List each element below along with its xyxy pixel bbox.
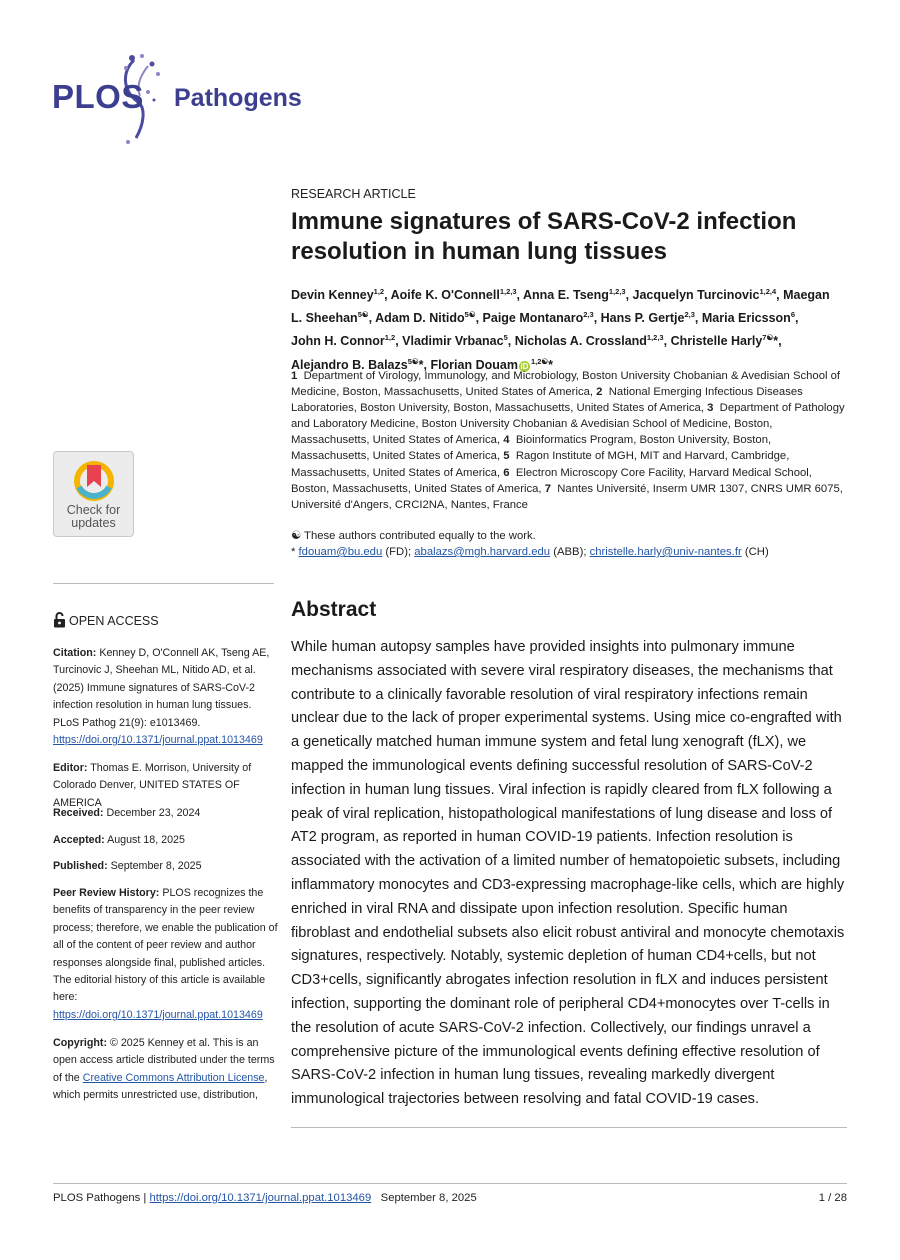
- author-name: Nicholas A. Crossland: [514, 334, 647, 349]
- author-entry: [702, 311, 799, 325]
- author-separator: ,: [694, 311, 702, 326]
- author-separator: ,: [776, 288, 784, 303]
- page-number: 1 / 28: [818, 1192, 847, 1204]
- affiliation-text: Electron Microscopy Core Facility, Harvard Medical School, Boston, Massachusetts, United States of America,: [291, 466, 812, 495]
- footer-date: September 8, 2025: [380, 1192, 477, 1204]
- author-name: John H. Connor: [291, 334, 385, 349]
- author-entry: [483, 311, 601, 325]
- corresp-who-3: (CH): [741, 546, 769, 558]
- author-affiliation-marker: 1,2,3: [499, 287, 517, 296]
- corresp-star: *: [291, 546, 299, 558]
- author-affiliation-marker: 5☯: [357, 310, 369, 320]
- affiliation-number: 6: [503, 466, 510, 479]
- license-link[interactable]: Creative Commons Attribution License: [82, 1071, 265, 1084]
- author-affiliation-marker: 1,2,4: [759, 287, 777, 296]
- received-block: [53, 805, 278, 822]
- abstract-divider: [291, 1127, 847, 1128]
- copyright-text: © 2025 Kenney et al. This is an open access article distributed under the terms of the: [53, 1037, 275, 1084]
- author-affiliation-marker: 5☯: [407, 356, 419, 366]
- author-affiliation-marker: 1,2: [384, 333, 396, 343]
- affiliation-number: 5: [503, 450, 510, 463]
- author-affiliation-marker: 5: [503, 333, 508, 343]
- logo-journal-name: Pathogens: [174, 84, 302, 112]
- author-notes: [291, 528, 851, 560]
- open-lock-icon: [53, 612, 66, 628]
- author-entry: [515, 334, 671, 348]
- copyright-text-end: , which permits unrestricted use, distribution,: [53, 1071, 268, 1102]
- author-entry: [402, 334, 515, 348]
- affiliation-text: Nantes Université, Inserm UMR 1307, CNRS UMR 6075, Université d'Angers, CRCI2NA, Nantes, France: [291, 482, 843, 511]
- author-name: Devin Kenney: [291, 288, 374, 303]
- affiliation-text: National Emerging Infectious Diseases Laboratories, Boston University, Boston, Massachusetts, United States of America,: [291, 386, 803, 415]
- article-type: RESEARCH ARTICLE: [291, 187, 416, 201]
- badge-line-1: Check for: [66, 503, 121, 517]
- open-access-label: [53, 612, 159, 628]
- footer-journal: PLOS Pathogens |: [53, 1192, 150, 1204]
- author-separator: ,: [423, 357, 431, 372]
- author-separator: ,: [368, 311, 376, 326]
- page-footer: [53, 1192, 477, 1204]
- equal-contribution-note: ☯ These authors contributed equally to the work.: [291, 530, 536, 542]
- author-separator: ,: [516, 288, 523, 303]
- corresponding-author-marker: *: [773, 334, 779, 349]
- received-label: Received:: [53, 807, 104, 819]
- check-updates-icon: [73, 460, 115, 502]
- accepted-block: [53, 832, 278, 849]
- author-separator: ,: [663, 334, 671, 349]
- author-affiliation-marker: 2,3: [583, 310, 594, 320]
- peer-review-text: PLOS recognizes the benefits of transparency in the peer review process; therefore, we enable the publication of all of the content of peer review and author responses alongside final, published articles. The editorial history of this article is available here:: [53, 887, 278, 1004]
- author-name: Maegan L. Sheehan: [291, 288, 830, 326]
- author-entry: [391, 288, 523, 302]
- author-separator: ,: [778, 334, 782, 349]
- accepted-label: Accepted:: [53, 834, 105, 846]
- author-separator: ,: [384, 288, 391, 303]
- author-separator: ,: [395, 334, 403, 349]
- author-affiliation-marker: 1,2☯: [530, 356, 549, 366]
- affiliation-number: 1: [291, 370, 298, 382]
- citation-label: Citation:: [53, 647, 97, 659]
- author-affiliation-marker: 1,2,3: [608, 287, 626, 296]
- affiliation-text: Department of Virology, Immunology, and Microbiology, Boston University Chobanian & Avedisian School of Medicine, Boston, Massachusetts, United States of America,: [291, 370, 841, 399]
- author-name: Jacquelyn Turcinovic: [632, 288, 760, 303]
- author-name: Florian Douam: [430, 357, 518, 372]
- author-entry: [523, 288, 633, 302]
- footer-doi-link[interactable]: https://doi.org/10.1371/journal.ppat.1013469: [149, 1192, 372, 1204]
- author-entry: [375, 311, 482, 325]
- author-name: Anna E. Tseng: [523, 288, 609, 303]
- corresponding-author-marker: *: [548, 357, 553, 372]
- author-separator: ,: [794, 311, 799, 326]
- logo-plos-text: PLOS: [52, 78, 144, 115]
- abstract-heading: Abstract: [291, 598, 377, 621]
- published-block: [53, 858, 278, 875]
- editor-text: Thomas E. Morrison, University of Colorado Denver, UNITED STATES OF AMERICA: [53, 762, 252, 809]
- copyright-label: Copyright:: [53, 1037, 108, 1049]
- author-separator: ,: [507, 334, 515, 349]
- email-link-abb[interactable]: abalazs@mgh.harvard.edu: [414, 546, 551, 558]
- author-affiliation-marker: 1,2: [373, 287, 385, 296]
- published-date: September 8, 2025: [110, 860, 202, 872]
- author-affiliation-marker: 5☯: [464, 310, 476, 320]
- author-name: Maria Ericsson: [701, 311, 791, 326]
- footer-divider: [53, 1183, 847, 1184]
- author-entry: [633, 288, 784, 302]
- author-entry: [671, 334, 782, 348]
- citation-text: Kenney D, O'Connell AK, Tseng AE, Turcinovic J, Sheehan ML, Nitido AD, et al. (2025) Immune signatures of SARS-CoV-2 infection resolution in human lung tissues. PLoS Pathog 21(9): e1013469.: [53, 647, 270, 729]
- affiliation-number: 7: [544, 482, 551, 495]
- copyright-block: [53, 1035, 278, 1105]
- author-entry: [291, 288, 391, 302]
- orcid-icon[interactable]: iD: [520, 361, 529, 371]
- peer-review-link[interactable]: https://doi.org/10.1371/journal.ppat.1013469: [53, 1008, 263, 1021]
- author-name: Christelle Harly: [670, 334, 763, 349]
- affiliation-text: Ragon Institute of MGH, MIT and Harvard, Cambridge, Massachusetts, United States of America,: [291, 450, 790, 479]
- author-affiliation-marker: 1,2,3: [646, 333, 664, 343]
- sidebar-divider: [53, 583, 274, 584]
- author-entry: [291, 334, 402, 348]
- correspondence-note: [291, 544, 851, 560]
- badge-line-2: updates: [71, 516, 116, 530]
- article-title: Immune signatures of SARS-CoV-2 infection resolution in human lung tissues: [291, 208, 797, 265]
- author-entry: [601, 311, 702, 325]
- affiliation-text: Department of Pathology and Laboratory Medicine, Boston University Chobanian & Avedisian School of Medicine, Boston, Massachusetts, United States of America,: [291, 402, 845, 447]
- affiliations: [291, 368, 851, 513]
- citation-block: [53, 645, 278, 749]
- received-date: December 23, 2024: [106, 807, 201, 819]
- published-label: Published:: [53, 860, 108, 872]
- open-access-text: OPEN ACCESS: [69, 614, 159, 628]
- check-for-updates-badge[interactable]: [53, 451, 134, 537]
- author-separator: ,: [625, 288, 633, 303]
- affiliation-text: Bioinformatics Program, Boston University, Boston, Massachusetts, United States of America,: [291, 434, 772, 463]
- corresp-who-2: (ABB);: [550, 546, 590, 558]
- corresp-who-1: (FD);: [382, 546, 415, 558]
- journal-logo[interactable]: [52, 52, 312, 147]
- author-separator: ,: [475, 311, 483, 326]
- author-name: Hans P. Gertje: [600, 311, 685, 326]
- author-name: Alejandro B. Balazs: [291, 357, 408, 372]
- editor-label: Editor:: [53, 762, 88, 774]
- author-name: Aoife K. O'Connell: [390, 288, 500, 303]
- corresponding-author-marker: *: [418, 357, 424, 372]
- peer-review-label: Peer Review History:: [53, 887, 160, 899]
- author-affiliation-marker: 6: [790, 310, 795, 320]
- author-separator: ,: [593, 311, 601, 326]
- author-name: Adam D. Nitido: [375, 311, 465, 326]
- affiliation-number: 2: [596, 386, 603, 399]
- abstract-text: While human autopsy samples have provided insights into pulmonary immune mechanisms associated with severe viral respiratory diseases, the mechanisms that contribute to a clinically favorable resolution of viral respiratory infections remain unclear due to the lack of proper experimental systems. Using mice co-engrafted with a genetically matched human immune system and fetal lung xenograft (fLX), we mapped the immunological events defining successful resolution of SARS-CoV-2 infection in human lung tissues. Viral infection is rapidly cleared from fLX following a peak of viral replication, histopathological manifestations of lung disease and loss of AT2 program, as reported in human COVID-19 patients. Infection resolution is associated with the activation of a limited number of hematopoietic subsets, including inflammatory monocytes and CD3-expressing macrophage-like cells, which are highly enriched in viral RNA and dissipate upon infection resolution. Specific human fibroblast and endothelial subsets also elicit robust antiviral and monocyte chemotaxis signatures, respectively. Notably, systemic depletion of human CD4+cells, but not CD3+cells, significantly abrogates infection resolution in fLX and induces persistent infection, supporting the dominant role of peripheral CD4+monocytes over T-cells in the resolution of acute SARS-CoV-2 infection. Collectively, our findings unravel a comprehensive picture of the immunological events defining effective resolution of SARS-CoV-2 infection in human lung tissues, revealing markedly divergent immunological trajectories between resolving and fatal COVID-19 cases.: [291, 639, 845, 1108]
- email-link-ch[interactable]: christelle.harly@univ-nantes.fr: [589, 546, 742, 558]
- author-list: [291, 282, 831, 375]
- email-link-fd[interactable]: fdouam@bu.edu: [298, 546, 383, 558]
- accepted-date: August 18, 2025: [107, 834, 185, 846]
- affiliation-number: 4: [503, 434, 510, 447]
- author-name: Vladimir Vrbanac: [402, 334, 504, 349]
- author-affiliation-marker: 2,3: [684, 310, 695, 320]
- peer-review-block: [53, 885, 278, 1024]
- author-affiliation-marker: 7☯: [762, 333, 774, 343]
- citation-doi-link[interactable]: https://doi.org/10.1371/journal.ppat.1013469: [53, 734, 263, 747]
- author-name: Paige Montanaro: [482, 311, 584, 326]
- affiliation-number: 3: [707, 402, 714, 415]
